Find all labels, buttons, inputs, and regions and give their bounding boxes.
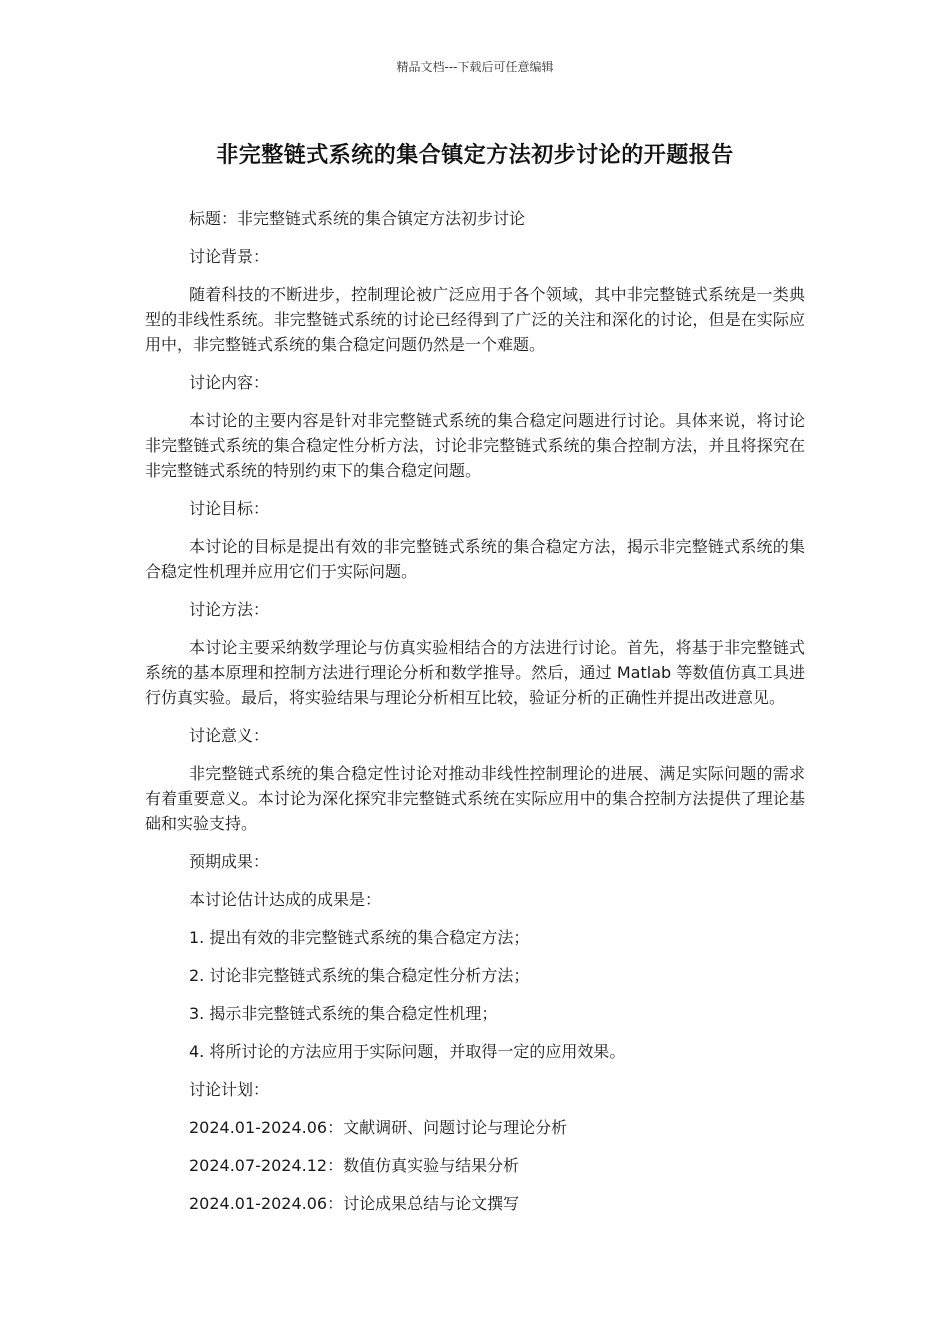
heading-significance: 讨论意义： bbox=[189, 726, 270, 745]
paragraph-content: 本讨论的主要内容是针对非完整链式系统的集合稳定问题进行讨论。具体来说，将讨论非完整链式系统的集合稳定性分析方法，讨论非完整链式系统的集合控制方法，并且将探究在非完整链式系统的特别约束下的集合稳定问题。 bbox=[145, 411, 805, 480]
paragraph-method: 本讨论主要采纳数学理论与仿真实验相结合的方法进行讨论。首先，将基于非完整链式系统的基本原理和控制方法进行理论分析和数学推导。然后，通过 Matlab 等数值仿真工具进行仿真实验。最后，将实验结果与理论分析相互比较，验证分析的正确性并提出改进意见。 bbox=[145, 638, 805, 707]
paragraph-subject: 标题：非完整链式系统的集合镇定方法初步讨论 bbox=[189, 209, 526, 228]
list-item-result-2: 2. 讨论非完整链式系统的集合稳定性分析方法； bbox=[189, 966, 530, 985]
heading-goal: 讨论目标： bbox=[189, 499, 270, 518]
document-title: 非完整链式系统的集合镇定方法初步讨论的开题报告 bbox=[216, 143, 734, 168]
list-item-result-4: 4. 将所讨论的方法应用于实际问题，并取得一定的应用效果。 bbox=[189, 1042, 626, 1061]
plan-item-1: 2024.01-2024.06：文献调研、问题讨论与理论分析 bbox=[189, 1118, 568, 1137]
document-body bbox=[145, 206, 805, 1216]
heading-plan: 讨论计划： bbox=[189, 1080, 270, 1099]
list-item-result-3: 3. 揭示非完整链式系统的集合稳定性机理； bbox=[189, 1004, 498, 1023]
paragraph-significance: 非完整链式系统的集合稳定性讨论对推动非线性控制理论的进展、满足实际问题的需求有着重要意义。本讨论为深化探究非完整链式系统在实际应用中的集合控制方法提供了理论基础和实验支持。 bbox=[145, 764, 805, 833]
heading-content: 讨论内容： bbox=[189, 373, 270, 392]
plan-item-2: 2024.07-2024.12：数值仿真实验与结果分析 bbox=[189, 1156, 520, 1175]
paragraph-goal: 本讨论的目标是提出有效的非完整链式系统的集合稳定方法，揭示非完整链式系统的集合稳定性机理并应用它们于实际问题。 bbox=[145, 537, 805, 581]
list-item-result-1: 1. 提出有效的非完整链式系统的集合稳定方法； bbox=[189, 928, 530, 947]
heading-background: 讨论背景： bbox=[189, 247, 270, 266]
page-header-note: 精品文档---下载后可任意编辑 bbox=[396, 60, 554, 74]
paragraph-expected-intro: 本讨论估计达成的成果是： bbox=[189, 890, 382, 909]
heading-method: 讨论方法： bbox=[189, 600, 270, 619]
paragraph-background: 随着科技的不断进步，控制理论被广泛应用于各个领域，其中非完整链式系统是一类典型的非线性系统。非完整链式系统的讨论已经得到了广泛的关注和深化的讨论，但是在实际应用中，非完整链式系统的集合稳定问题仍然是一个难题。 bbox=[145, 285, 805, 354]
heading-expected-results: 预期成果： bbox=[189, 852, 270, 871]
plan-item-3: 2024.01-2024.06：讨论成果总结与论文撰写 bbox=[189, 1194, 520, 1213]
